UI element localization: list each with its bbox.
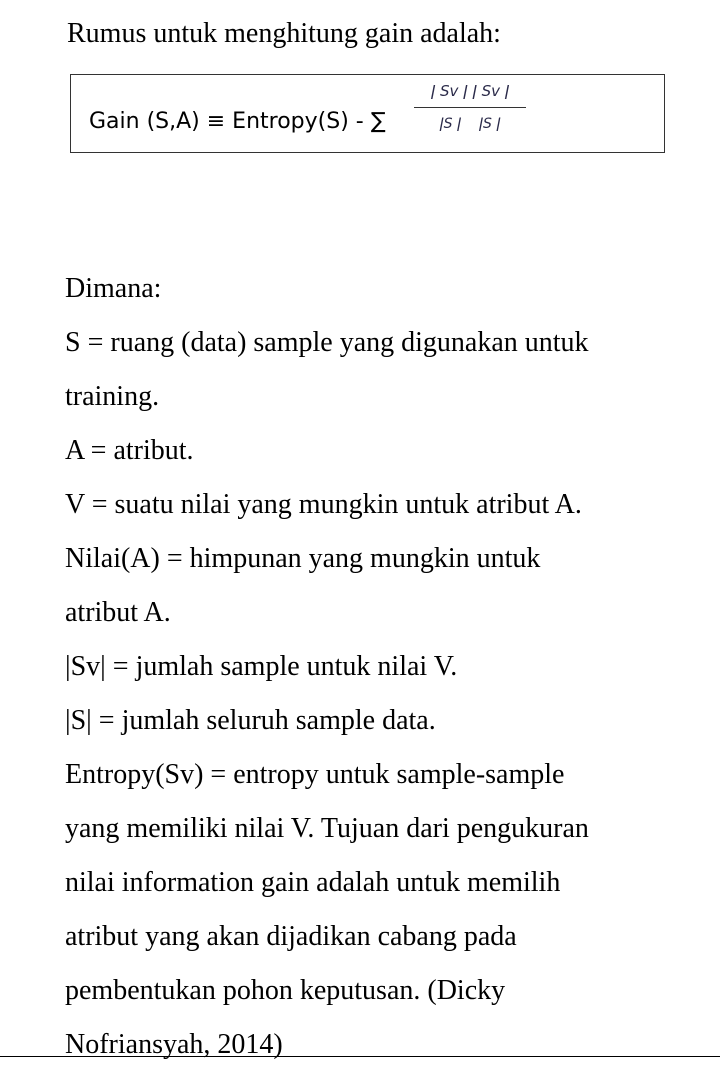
text-line: pembentukan pohon keputusan. (Dicky xyxy=(65,975,506,1006)
text-line: Dimana: xyxy=(65,273,162,304)
formula-fraction xyxy=(414,81,526,141)
fraction-denominator: ǀS ǀ ǀS ǀ xyxy=(439,116,501,132)
text-line: Nilai(A) = himpunan yang mungkin untuk xyxy=(65,543,541,574)
text-line: A = atribut. xyxy=(65,435,194,466)
text-line: yang memiliki nilai V. Tujuan dari pengukuran xyxy=(65,813,589,844)
text-line: nilai information gain adalah untuk memilih xyxy=(65,867,561,898)
text-line: atribut yang akan dijadikan cabang pada xyxy=(65,921,517,952)
text-line: S = ruang (data) sample yang digunakan untuk xyxy=(65,327,589,358)
intro-sentence: Rumus untuk menghitung gain adalah: xyxy=(67,18,501,49)
text-line: |Sv| = jumlah sample untuk nilai V. xyxy=(65,651,458,682)
text-line: Entropy(Sv) = entropy untuk sample-sample xyxy=(65,759,565,790)
fraction-numerator: ǀ Sv ǀ ǀ Sv ǀ xyxy=(430,82,510,100)
text-line: V = suatu nilai yang mungkin untuk atribut A. xyxy=(65,489,582,520)
page-bottom-rule xyxy=(0,1056,720,1057)
text-line: |S| = jumlah seluruh sample data. xyxy=(65,705,436,736)
text-line: atribut A. xyxy=(65,597,171,628)
formula-box xyxy=(70,74,665,153)
text-line: training. xyxy=(65,381,160,412)
text-line: Nofriansyah, 2014) xyxy=(65,1029,283,1060)
fraction-bar xyxy=(414,107,526,108)
formula-expression: Gain (S,A) ≡ Entropy(S) - ∑ xyxy=(89,109,386,134)
definition-text xyxy=(65,262,705,1072)
